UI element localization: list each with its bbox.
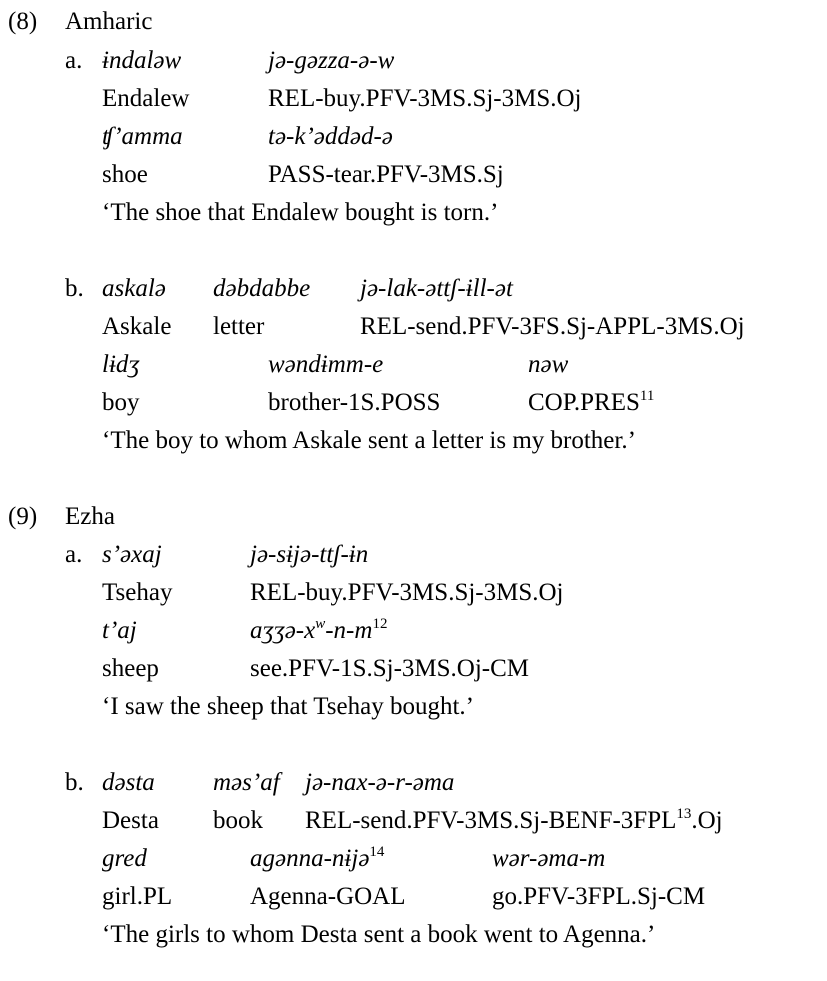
superscript-w: w <box>315 616 326 632</box>
gloss-word: shoe <box>102 161 148 188</box>
free-translation: ‘I saw the sheep that Tsehay bought.’ <box>102 693 474 720</box>
gloss-word: see.PFV-1S.Sj-3MS.Oj-CM <box>250 655 530 682</box>
gloss-word: REL-buy.PFV-3MS.Sj-3MS.Oj <box>250 579 564 606</box>
gloss-word: ɨndaləw <box>102 47 182 74</box>
language-name: Amharic <box>65 8 153 35</box>
gloss-word: gred <box>102 845 147 872</box>
gloss-word: wəndɨmm-e <box>268 351 384 378</box>
gloss-word: Agenna-GOAL <box>250 883 406 910</box>
gloss-word: REL-send.PFV-3MS.Sj-BENF-3FPL$^{13}$.Oj <box>305 806 723 834</box>
gloss-word: s’əxaj <box>102 541 162 568</box>
gloss-word: wər-əma-m <box>492 845 606 872</box>
gloss-word: jə-sɨjə-ttʃ-ɨn <box>250 541 369 568</box>
gloss-word: t’aj <box>102 617 137 644</box>
footnote-ref: 11 <box>639 388 655 404</box>
gloss-word: Tsehay <box>102 579 173 606</box>
gloss-word: agənna-nɨjə$^{14}$ <box>250 844 385 872</box>
free-translation: ‘The boy to whom Askale sent a letter is my brother.’ <box>102 427 636 454</box>
gloss-word: girl.PL <box>102 883 173 910</box>
item-letter: b. <box>65 275 84 302</box>
gloss-word: go.PFV-3FPL.Sj-CM <box>492 883 706 910</box>
gloss-word: nəw <box>528 351 569 378</box>
gloss-word: brother-1S.POSS <box>268 389 441 416</box>
gloss-word: məs’af <box>213 769 280 796</box>
footnote-ref: 12 <box>372 616 388 632</box>
gloss-word: REL-send.PFV-3FS.Sj-APPL-3MS.Oj <box>360 313 745 340</box>
gloss-word: PASS-tear.PFV-3MS.Sj <box>268 161 504 188</box>
gloss-word: Endalew <box>102 85 190 112</box>
language-name: Ezha <box>65 503 115 530</box>
gloss-word: COP.PRES$^{11}$ <box>528 388 655 416</box>
footnote-ref: 14 <box>369 844 385 860</box>
free-translation: ‘The shoe that Endalew bought is torn.’ <box>102 199 499 226</box>
gloss-word: Desta <box>102 807 159 834</box>
gloss-word: dəbdabbe <box>213 275 311 302</box>
item-letter: a. <box>65 541 83 568</box>
gloss-word: jə-lak-əttʃ-ɨll-ət <box>360 275 513 302</box>
gloss-word: lɨdʒ <box>102 351 140 378</box>
item-letter: a. <box>65 47 83 74</box>
footnote-ref: 13 <box>676 806 692 822</box>
gloss-word: askalə <box>102 275 166 302</box>
gloss-word: ʧ’amma <box>102 123 183 150</box>
gloss-word: letter <box>213 313 265 340</box>
gloss-word: tə-k’əddəd-ə <box>268 123 393 150</box>
gloss-word: dəsta <box>102 769 155 796</box>
gloss-word: jə-gəzza-ə-w <box>268 47 395 74</box>
gloss-word: jə-nax-ə-r-əma <box>305 769 455 796</box>
gloss-word: Askale <box>102 313 172 340</box>
gloss-word: book <box>213 807 263 834</box>
free-translation: ‘The girls to whom Desta sent a book went to Agenna.’ <box>102 921 656 948</box>
item-letter: b. <box>65 769 84 796</box>
example-number: (8) <box>8 8 38 35</box>
example-number: (9) <box>8 503 38 530</box>
gloss-word: REL-buy.PFV-3MS.Sj-3MS.Oj <box>268 85 582 112</box>
gloss-word: boy <box>102 389 140 416</box>
gloss-word: aʒʒə-$x^w-n-m^{12}$ <box>250 616 388 644</box>
gloss-word: sheep <box>102 655 159 682</box>
